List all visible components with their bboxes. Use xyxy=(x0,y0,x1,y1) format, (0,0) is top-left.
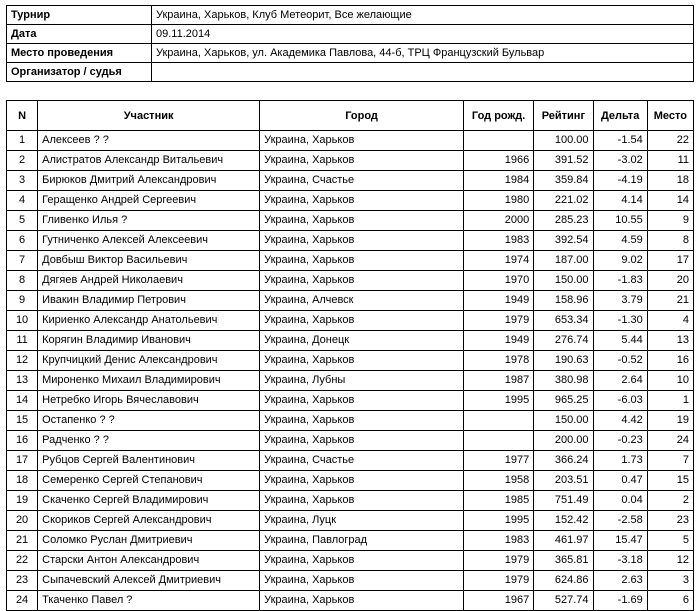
cell-player: Крупчицкий Денис Александрович xyxy=(38,351,260,371)
cell-delta: -2.58 xyxy=(593,511,647,531)
cell-player: Рубцов Сергей Валентинович xyxy=(38,451,260,471)
cell-birth-year: 1995 xyxy=(463,511,533,531)
cell-delta: 4.42 xyxy=(593,411,647,431)
cell-player: Ткаченко Павел ? xyxy=(38,591,260,611)
cell-number: 7 xyxy=(7,251,38,271)
cell-delta: -4.19 xyxy=(593,171,647,191)
cell-rating: 285.23 xyxy=(534,211,593,231)
table-row xyxy=(7,331,694,351)
cell-delta: -0.23 xyxy=(593,431,647,451)
table-row xyxy=(7,211,694,231)
cell-number: 18 xyxy=(7,471,38,491)
cell-rating: 527.74 xyxy=(534,591,593,611)
cell-city: Украина, Харьков xyxy=(260,471,464,491)
cell-birth-year: 1979 xyxy=(463,311,533,331)
cell-delta: 0.47 xyxy=(593,471,647,491)
cell-player: Дягяев Андрей Николаевич xyxy=(38,271,260,291)
cell-delta: 1.73 xyxy=(593,451,647,471)
cell-place: 18 xyxy=(647,171,693,191)
table-row xyxy=(7,511,694,531)
cell-number: 20 xyxy=(7,511,38,531)
cell-place: 6 xyxy=(647,591,693,611)
cell-delta: -1.83 xyxy=(593,271,647,291)
cell-rating: 380.98 xyxy=(534,371,593,391)
cell-number: 24 xyxy=(7,591,38,611)
info-row xyxy=(7,25,694,44)
cell-city: Украина, Харьков xyxy=(260,491,464,511)
cell-rating: 187.00 xyxy=(534,251,593,271)
cell-delta: 15.47 xyxy=(593,531,647,551)
table-row xyxy=(7,531,694,551)
table-row xyxy=(7,591,694,611)
cell-number: 13 xyxy=(7,371,38,391)
cell-city: Украина, Луцк xyxy=(260,511,464,531)
table-row xyxy=(7,491,694,511)
cell-number: 9 xyxy=(7,291,38,311)
cell-player: Мироненко Михаил Владимирович xyxy=(38,371,260,391)
cell-rating: 150.00 xyxy=(534,271,593,291)
cell-rating: 624.86 xyxy=(534,571,593,591)
cell-birth-year: 1967 xyxy=(463,591,533,611)
cell-rating: 276.74 xyxy=(534,331,593,351)
info-row xyxy=(7,6,694,25)
info-row xyxy=(7,63,694,82)
cell-rating: 366.24 xyxy=(534,451,593,471)
cell-rating: 221.02 xyxy=(534,191,593,211)
cell-rating: 751.49 xyxy=(534,491,593,511)
cell-delta: 5.44 xyxy=(593,331,647,351)
cell-number: 8 xyxy=(7,271,38,291)
info-value: 09.11.2014 xyxy=(152,25,694,44)
cell-city: Украина, Харьков xyxy=(260,591,464,611)
info-value: Украина, Харьков, ул. Академика Павлова, 44-б, ТРЦ Французский Бульвар xyxy=(152,44,694,63)
cell-place: 24 xyxy=(647,431,693,451)
results-table xyxy=(6,100,694,611)
cell-city: Украина, Счастье xyxy=(260,451,464,471)
cell-birth-year: 1949 xyxy=(463,291,533,311)
cell-birth-year: 1985 xyxy=(463,491,533,511)
cell-birth-year: 1970 xyxy=(463,271,533,291)
cell-city: Украина, Харьков xyxy=(260,191,464,211)
header-rating: Рейтинг xyxy=(534,101,593,131)
cell-player: Гутниченко Алексей Алексеевич xyxy=(38,231,260,251)
cell-birth-year xyxy=(463,131,533,151)
cell-player: Геращенко Андрей Сергеевич xyxy=(38,191,260,211)
cell-place: 9 xyxy=(647,211,693,231)
cell-rating: 359.84 xyxy=(534,171,593,191)
cell-player: Скориков Сергей Александрович xyxy=(38,511,260,531)
cell-number: 4 xyxy=(7,191,38,211)
cell-birth-year: 1995 xyxy=(463,391,533,411)
cell-player: Скаченко Сергей Владимирович xyxy=(38,491,260,511)
cell-player: Корягин Владимир Иванович xyxy=(38,331,260,351)
cell-delta: -1.30 xyxy=(593,311,647,331)
table-row xyxy=(7,551,694,571)
cell-delta: 0.04 xyxy=(593,491,647,511)
cell-place: 7 xyxy=(647,451,693,471)
cell-place: 20 xyxy=(647,271,693,291)
tournament-info-table xyxy=(6,5,694,82)
table-row xyxy=(7,171,694,191)
cell-delta: -0.52 xyxy=(593,351,647,371)
cell-delta: 4.14 xyxy=(593,191,647,211)
cell-number: 21 xyxy=(7,531,38,551)
table-row xyxy=(7,451,694,471)
cell-place: 4 xyxy=(647,311,693,331)
cell-place: 23 xyxy=(647,511,693,531)
cell-rating: 461.97 xyxy=(534,531,593,551)
cell-player: Бирюков Дмитрий Александрович xyxy=(38,171,260,191)
cell-birth-year: 1977 xyxy=(463,451,533,471)
table-row xyxy=(7,371,694,391)
cell-birth-year: 1979 xyxy=(463,571,533,591)
cell-number: 16 xyxy=(7,431,38,451)
header-birth-year: Год рожд. xyxy=(463,101,533,131)
cell-rating: 158.96 xyxy=(534,291,593,311)
cell-place: 1 xyxy=(647,391,693,411)
cell-city: Украина, Алчевск xyxy=(260,291,464,311)
header-city: Город xyxy=(260,101,464,131)
cell-birth-year: 1980 xyxy=(463,191,533,211)
results-header-row xyxy=(7,101,694,131)
cell-place: 11 xyxy=(647,151,693,171)
cell-birth-year: 1949 xyxy=(463,331,533,351)
table-row xyxy=(7,351,694,371)
cell-delta: -1.54 xyxy=(593,131,647,151)
cell-birth-year: 1966 xyxy=(463,151,533,171)
table-row xyxy=(7,411,694,431)
cell-birth-year: 1984 xyxy=(463,171,533,191)
table-row xyxy=(7,471,694,491)
cell-number: 23 xyxy=(7,571,38,591)
cell-player: Алистратов Александр Витальевич xyxy=(38,151,260,171)
cell-place: 19 xyxy=(647,411,693,431)
cell-city: Украина, Харьков xyxy=(260,271,464,291)
cell-birth-year xyxy=(463,411,533,431)
cell-player: Семеренко Сергей Степанович xyxy=(38,471,260,491)
cell-number: 17 xyxy=(7,451,38,471)
cell-delta: 10.55 xyxy=(593,211,647,231)
cell-city: Украина, Павлоград xyxy=(260,531,464,551)
info-value: Украина, Харьков, Клуб Метеорит, Все желающие xyxy=(152,6,694,25)
cell-birth-year: 1983 xyxy=(463,231,533,251)
cell-number: 5 xyxy=(7,211,38,231)
cell-player: Ивакин Владимир Петрович xyxy=(38,291,260,311)
cell-place: 8 xyxy=(647,231,693,251)
cell-number: 6 xyxy=(7,231,38,251)
cell-birth-year: 1987 xyxy=(463,371,533,391)
cell-delta: 3.79 xyxy=(593,291,647,311)
cell-rating: 391.52 xyxy=(534,151,593,171)
cell-rating: 200.00 xyxy=(534,431,593,451)
cell-place: 14 xyxy=(647,191,693,211)
info-row xyxy=(7,44,694,63)
header-player: Участник xyxy=(38,101,260,131)
cell-city: Украина, Харьков xyxy=(260,151,464,171)
cell-place: 10 xyxy=(647,371,693,391)
table-row xyxy=(7,271,694,291)
cell-place: 12 xyxy=(647,551,693,571)
cell-rating: 190.63 xyxy=(534,351,593,371)
cell-city: Украина, Донецк xyxy=(260,331,464,351)
cell-delta: 9.02 xyxy=(593,251,647,271)
cell-delta: 2.63 xyxy=(593,571,647,591)
cell-place: 15 xyxy=(647,471,693,491)
cell-birth-year: 1983 xyxy=(463,531,533,551)
cell-delta: -6.03 xyxy=(593,391,647,411)
header-number: N xyxy=(7,101,38,131)
cell-city: Украина, Харьков xyxy=(260,131,464,151)
cell-rating: 152.42 xyxy=(534,511,593,531)
cell-place: 2 xyxy=(647,491,693,511)
info-value xyxy=(152,63,694,82)
info-label: Место проведения xyxy=(7,44,152,63)
cell-delta: -3.18 xyxy=(593,551,647,571)
cell-rating: 150.00 xyxy=(534,411,593,431)
cell-city: Украина, Харьков xyxy=(260,411,464,431)
cell-player: Гливенко Илья ? xyxy=(38,211,260,231)
cell-delta: -3.02 xyxy=(593,151,647,171)
table-row xyxy=(7,391,694,411)
cell-city: Украина, Харьков xyxy=(260,351,464,371)
cell-player: Старски Антон Александрович xyxy=(38,551,260,571)
cell-rating: 653.34 xyxy=(534,311,593,331)
cell-player: Радченко ? ? xyxy=(38,431,260,451)
cell-delta: -1.69 xyxy=(593,591,647,611)
cell-delta: 4.59 xyxy=(593,231,647,251)
cell-birth-year: 1974 xyxy=(463,251,533,271)
cell-birth-year: 1979 xyxy=(463,551,533,571)
table-row xyxy=(7,191,694,211)
header-delta: Дельта xyxy=(593,101,647,131)
cell-city: Украина, Харьков xyxy=(260,211,464,231)
table-row xyxy=(7,571,694,591)
cell-city: Украина, Лубны xyxy=(260,371,464,391)
cell-place: 22 xyxy=(647,131,693,151)
cell-rating: 392.54 xyxy=(534,231,593,251)
cell-city: Украина, Харьков xyxy=(260,231,464,251)
cell-player: Нетребко Игорь Вячеславович xyxy=(38,391,260,411)
table-row xyxy=(7,431,694,451)
cell-city: Украина, Счастье xyxy=(260,171,464,191)
results-body xyxy=(7,131,694,611)
cell-rating: 365.81 xyxy=(534,551,593,571)
cell-city: Украина, Харьков xyxy=(260,251,464,271)
cell-place: 21 xyxy=(647,291,693,311)
cell-player: Сыпачевский Алексей Дмитриевич xyxy=(38,571,260,591)
cell-number: 2 xyxy=(7,151,38,171)
cell-player: Довбыш Виктор Васильевич xyxy=(38,251,260,271)
table-row xyxy=(7,231,694,251)
cell-number: 11 xyxy=(7,331,38,351)
cell-place: 3 xyxy=(647,571,693,591)
cell-city: Украина, Харьков xyxy=(260,551,464,571)
cell-number: 19 xyxy=(7,491,38,511)
info-label: Турнир xyxy=(7,6,152,25)
cell-birth-year: 1958 xyxy=(463,471,533,491)
cell-city: Украина, Харьков xyxy=(260,311,464,331)
cell-city: Украина, Харьков xyxy=(260,391,464,411)
cell-place: 16 xyxy=(647,351,693,371)
cell-number: 1 xyxy=(7,131,38,151)
tournament-info-body xyxy=(7,6,694,82)
cell-number: 12 xyxy=(7,351,38,371)
info-label: Организатор / судья xyxy=(7,63,152,82)
cell-player: Алексеев ? ? xyxy=(38,131,260,151)
cell-number: 15 xyxy=(7,411,38,431)
cell-rating: 203.51 xyxy=(534,471,593,491)
cell-city: Украина, Харьков xyxy=(260,571,464,591)
cell-place: 17 xyxy=(647,251,693,271)
cell-player: Кириенко Александр Анатольевич xyxy=(38,311,260,331)
info-label: Дата xyxy=(7,25,152,44)
cell-delta: 2.64 xyxy=(593,371,647,391)
cell-place: 5 xyxy=(647,531,693,551)
table-row xyxy=(7,251,694,271)
cell-number: 3 xyxy=(7,171,38,191)
cell-place: 13 xyxy=(647,331,693,351)
header-place: Место xyxy=(647,101,693,131)
cell-birth-year xyxy=(463,431,533,451)
table-row xyxy=(7,291,694,311)
cell-birth-year: 1978 xyxy=(463,351,533,371)
table-row xyxy=(7,131,694,151)
cell-number: 14 xyxy=(7,391,38,411)
cell-number: 22 xyxy=(7,551,38,571)
cell-rating: 965.25 xyxy=(534,391,593,411)
cell-player: Остапенко ? ? xyxy=(38,411,260,431)
cell-rating: 100.00 xyxy=(534,131,593,151)
table-row xyxy=(7,151,694,171)
cell-number: 10 xyxy=(7,311,38,331)
cell-player: Соломко Руслан Дмитриевич xyxy=(38,531,260,551)
table-row xyxy=(7,311,694,331)
cell-birth-year: 2000 xyxy=(463,211,533,231)
cell-city: Украина, Харьков xyxy=(260,431,464,451)
